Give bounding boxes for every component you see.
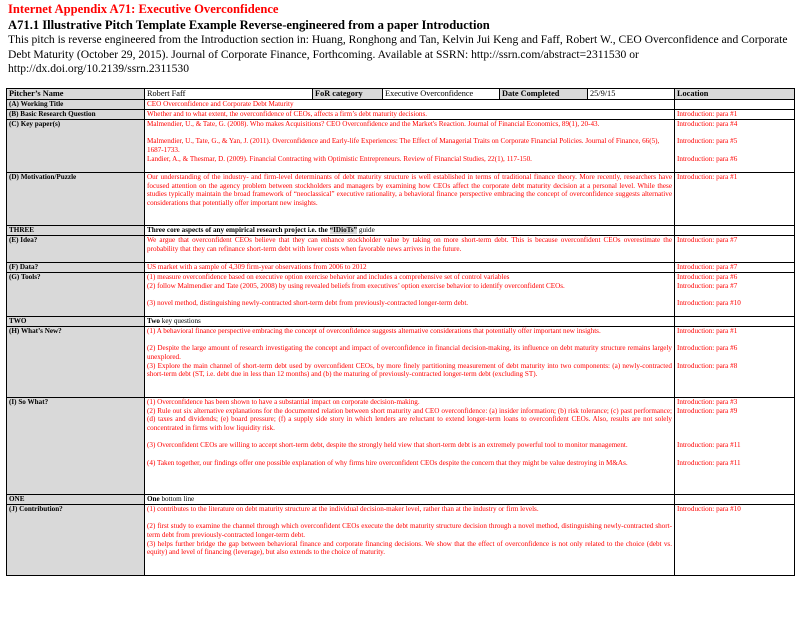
whats-new-location [675, 327, 795, 398]
tools-text [145, 273, 675, 317]
three-post: guide [357, 226, 375, 234]
so-what-4-location: Introduction: para #11 [677, 458, 741, 467]
working-title-row [7, 100, 795, 110]
whats-new-2: (2) Despite the large amount of research investigating the concept and impact of overconfidence in financial decision-making, its influence on debt maturity structure remains largely unexplored. [147, 344, 672, 361]
for-category-value: Executive Overconfidence [383, 89, 500, 100]
contribution-3: (3) helps further bridge the gap between behavioral finance and corporate financing decisions. We show that the effect of overconfidence is not only related to the choice (debt vs. equity) and level of financing (leverage), but also extends to the choice of maturity. [147, 539, 672, 557]
contribution-1: (1) contributes to the literature on debt maturity structure at the individual decision-maker level, rather than at the industry or firm levels. [147, 505, 539, 513]
key-papers-label: (C) Key paper(s) [7, 120, 145, 173]
research-question-row [7, 110, 795, 120]
pitcher-label: Pitcher’s Name [7, 89, 145, 100]
three-label: THREE [7, 226, 145, 236]
whats-new-label: (H) What’s New? [7, 327, 145, 398]
three-description [145, 226, 675, 236]
pitcher-row [7, 89, 795, 100]
research-question-label: (B) Basic Research Question [7, 110, 145, 120]
one-label: ONE [7, 495, 145, 505]
two-pre: Two [147, 317, 160, 325]
two-label: TWO [7, 317, 145, 327]
three-location [675, 226, 795, 236]
key-paper-1-location: Introduction: para #4 [677, 120, 738, 128]
two-description [145, 317, 675, 327]
so-what-3: (3) Overconfident CEOs are willing to accept short-term debt, despite the strongly held view that short-term debt is an extremely powerful tool to monitor management. [147, 441, 628, 450]
idea-label: (E) Idea? [7, 236, 145, 263]
idea-row [7, 236, 795, 263]
contribution-2: (2) first study to examine the channel through which overconfident CEOs execute the debt maturity structure decision through a novel method, distinguishing newly-contracted short-term debt from previously-contracted longer-term debt. [147, 522, 672, 539]
pitch-template-table [6, 88, 795, 576]
motivation-row [7, 173, 795, 226]
pitcher-name: Robert Faff [145, 89, 313, 100]
data-label: (F) Data? [7, 263, 145, 273]
tool-1: (1) measure overconfidence based on executive option exercise behavior and includes a comprehensive set of control variables [147, 273, 510, 281]
data-location: Introduction: para #7 [675, 263, 795, 273]
contribution-label: (J) Contribution? [7, 505, 145, 576]
so-what-text [145, 398, 675, 495]
section-subtitle: A71.1 Illustrative Pitch Template Example Reverse-engineered from a paper Introduction [8, 18, 490, 32]
tool-3-location: Introduction: para #10 [677, 298, 741, 307]
tool-2: (2) follow Malmendier and Tate (2005, 2008) by using revealed beliefs from executives’ option exercise behavior to identify overconfident CEOs. [147, 281, 565, 290]
whats-new-3: (3) Explore the main channel of short-term debt used by overconfident CEOs, by more finely partitioning measurement of debt maturity into two components: (a) newly-contracted short-term debt (ST, i.e. debt due in less than 12 months) and (b) the maturing of previously-contracted longer-term debt (excluding ST). [147, 361, 672, 379]
idea-text: We argue that overconfident CEOs believe that they can enhance stockholder value by taking on more short-term debt. This is because overconfident CEOs overestimate the probability that they can refinance short-term debt with lower costs when favorable news arrives in the future. [145, 236, 675, 263]
so-what-1-location: Introduction: para #3 [677, 398, 738, 406]
tools-location [675, 273, 795, 317]
one-description [145, 495, 675, 505]
motivation-label: (D) Motivation/Puzzle [7, 173, 145, 226]
research-question-text: Whether and to what extent, the overconfidence of CEOs, affects a firm’s debt maturity decisions. [145, 110, 675, 120]
so-what-label: (I) So What? [7, 398, 145, 495]
key-papers-location [675, 120, 795, 173]
tool-1-location: Introduction: para #6 [677, 273, 738, 281]
date-completed-value: 25/9/15 [588, 89, 675, 100]
contribution-text [145, 505, 675, 576]
data-text: US market with a sample of 4,309 firm-year observations from 2006 to 2012 [145, 263, 675, 273]
motivation-text: Our understanding of the industry- and firm-level determinants of debt maturity structure is well established in terms of traditional finance theory. More recently, researchers have focused attention on the agency problem between stockholders and managers by examining how CEOs affect the corporate debt maturity decision at a personal level. While these studies typically maintain the broad framework of “neoclassical” executive rationality, a behavioral finance perspective embracing the concept of overconfidence suggests alternative considerations that potentially offer important new insights. [145, 173, 675, 226]
idea-location: Introduction: para #7 [675, 236, 795, 263]
whats-new-2-location: Introduction: para #6 [677, 344, 738, 353]
working-title-text: CEO Overconfidence and Corporate Debt Maturity [145, 100, 675, 110]
whats-new-1-location: Introduction: para #1 [677, 327, 738, 335]
whats-new-1: (1) A behavioral finance perspective embracing the concept of overconfidence suggests alternative considerations that potentially offer important new insights. [147, 327, 601, 335]
key-paper-3: Landier, A., & Thesmar, D. (2009). Financial Contracting with Optimistic Entrepreneurs. Review of Financial Studies, 22(1), 117-150. [147, 154, 532, 163]
so-what-3-location: Introduction: para #11 [677, 441, 741, 450]
document-header [8, 1, 796, 77]
contribution-location [675, 505, 795, 576]
tools-row [7, 273, 795, 317]
key-papers-text [145, 120, 675, 173]
whats-new-row [7, 327, 795, 398]
date-completed-label: Date Completed [500, 89, 588, 100]
so-what-location [675, 398, 795, 495]
idiots-highlight: “IDioTs” [329, 226, 358, 234]
key-paper-2-location: Introduction: para #5 [677, 137, 738, 146]
key-paper-1: Malmendier, U., & Tate, G. (2008). Who makes Acquisitions? CEO Overconfidence and the Market's Reaction. Journal of Financial Economics, 89(1), 20-43. [147, 120, 600, 128]
working-title-location [675, 100, 795, 110]
whats-new-3-location: Introduction: para #8 [677, 361, 738, 370]
one-section-row [7, 495, 795, 505]
for-category-label: FoR category [313, 89, 383, 100]
key-paper-2: Malmendier, U., Tate, G., & Yan, J. (2011). Overconfidence and Early-life Experiences: The Effect of Managerial Traits on Corporate Financial Policies. Journal of Finance, 66(5), 1687-1733. [147, 137, 660, 154]
so-what-row [7, 398, 795, 495]
working-title-label: (A) Working Title [7, 100, 145, 110]
two-location [675, 317, 795, 327]
so-what-2: (2) Rule out six alternative explanations for the documented relation between short maturity and CEO overconfidence: (a) insider information; (b) risk tolerance; (c) past performance; (d) taxes and dividends; (e) board pressure; (f) a supply side story in which lenders are reluctant to extend longer-term loans to overconfident CEOs. Also, results are not solely concentrated in firms with low liquidity risk. [147, 406, 672, 432]
tool-3: (3) novel method, distinguishing newly-contracted short-term debt from previously-contracted longer-term debt. [147, 298, 469, 307]
location-header: Location [675, 89, 795, 100]
whats-new-text [145, 327, 675, 398]
so-what-2-location: Introduction: para #9 [677, 406, 738, 415]
three-section-row [7, 226, 795, 236]
data-row [7, 263, 795, 273]
contribution-1-location: Introduction: para #10 [677, 505, 741, 513]
key-papers-row [7, 120, 795, 173]
tools-label: (G) Tools? [7, 273, 145, 317]
research-question-location: Introduction: para #1 [675, 110, 795, 120]
key-paper-3-location: Introduction: para #6 [677, 154, 738, 163]
motivation-location: Introduction: para #1 [675, 173, 795, 226]
so-what-4: (4) Taken together, our findings offer one possible explanation of why firms hire overconfident CEOs despite the concern that they might be value destroying in M&As. [147, 458, 628, 467]
so-what-1: (1) Overconfidence has been shown to have a substantial impact on corporate decision-making. [147, 398, 420, 406]
contribution-row [7, 505, 795, 576]
tool-2-location: Introduction: para #7 [677, 281, 738, 290]
one-location [675, 495, 795, 505]
one-pre: One [147, 495, 160, 503]
two-post: key questions [159, 317, 201, 325]
appendix-title: Internet Appendix A71: Executive Overconfidence [8, 2, 279, 16]
intro-paragraph: This pitch is reverse engineered from the Introduction section in: Huang, Ronghong and Tan, Kelvin Jui Keng and Faff, Robert W., CEO Overconfidence and Corporate Debt Maturity (October 29, 2015). Journal of Corporate Finance, Forthcoming. Available at SSRN: http://ssrn.com/abstract=2311530 or http://dx.doi.org/10.2139/ssrn.2311530 [8, 33, 788, 75]
one-post: bottom line [159, 495, 195, 503]
two-section-row [7, 317, 795, 327]
three-pre: Three core aspects of any empirical research project i.e. the [147, 226, 330, 234]
